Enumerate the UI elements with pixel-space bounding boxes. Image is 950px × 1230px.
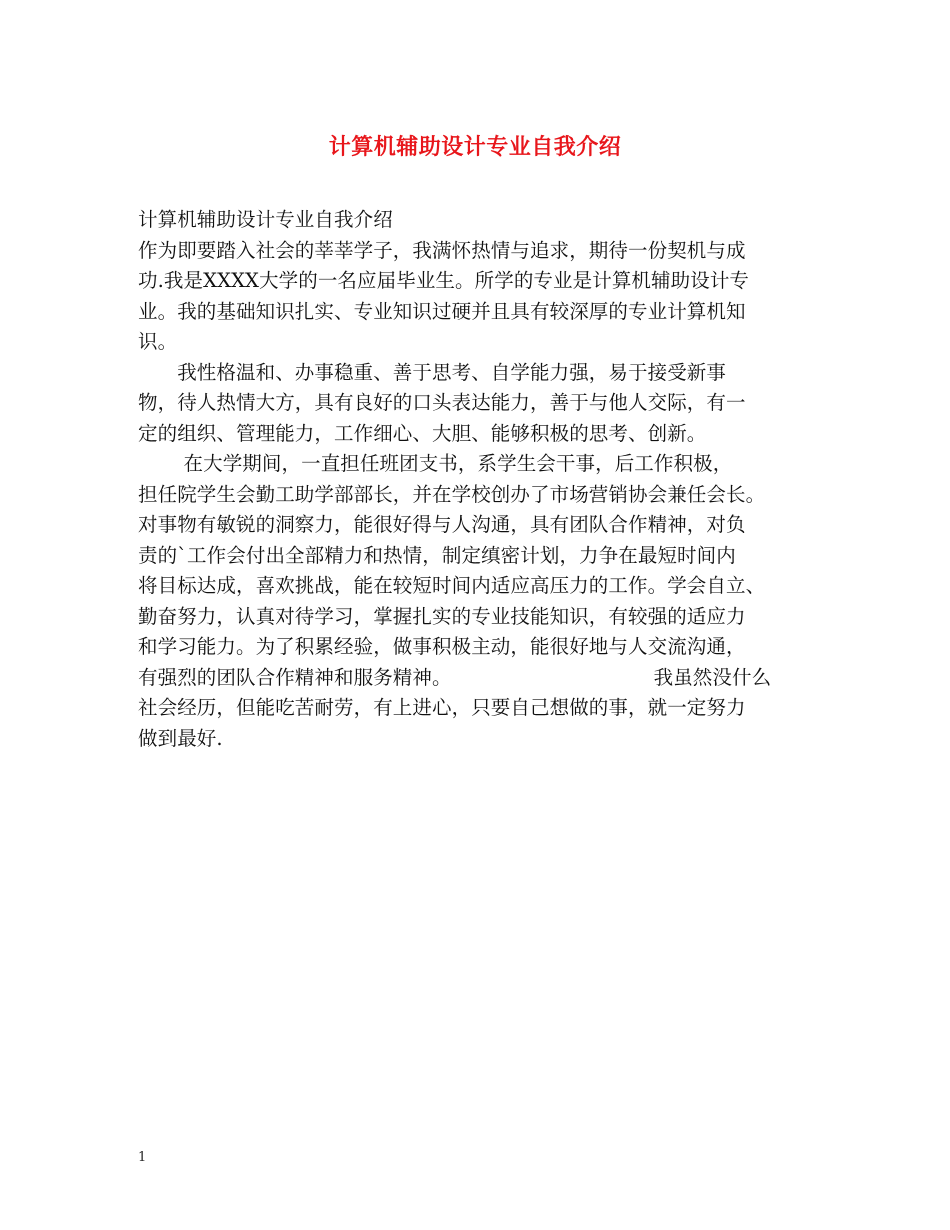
text-line: 定的组织、管理能力，工作细心、大胆、能够积极的思考、创新。 — [138, 421, 707, 445]
text-line: 勤奋努力，认真对待学习，掌握扎实的专业技能知识，有较强的适应力 — [138, 604, 746, 628]
text-line: 我性格温和、办事稳重、善于思考、自学能力强，易于接受新事 — [138, 360, 727, 384]
text-line: 在大学期间，一直担任班团支书，系学生会干事，后工作积极， — [138, 452, 733, 475]
text-line: 功.我是XXXX大学的一名应届毕业生。所学的专业是计算机辅助设计专 — [138, 269, 750, 292]
text-line-split — [138, 663, 838, 694]
page-number: 1 — [138, 1150, 147, 1165]
text-line: 对事物有敏锐的洞察力，能很好得与人沟通，具有团队合作精神，对负 — [138, 513, 746, 536]
text-line: 物，待人热情大方，具有良好的口头表达能力，善于与他人交际，有一 — [138, 391, 746, 414]
text-line: 责的`工作会付出全部精力和热情，制定缜密计划，力争在最短时间内 — [138, 543, 736, 567]
text-line: 将目标达成，喜欢挑战，能在较短时间内适应高压力的工作。学会自立、 — [138, 574, 766, 597]
text-segment-right: 我虽然没什么 — [653, 665, 772, 689]
text-line: 和学习能力。为了积累经验，做事积极主动，能很好地与人交流沟通， — [138, 635, 746, 658]
document-title: 计算机辅助设计专业自我介绍 — [328, 134, 622, 160]
text-line: 社会经历，但能吃苦耐劳，有上进心，只要自己想做的事，就一定努力 — [138, 696, 746, 719]
document-body — [138, 205, 838, 754]
text-line: 识。 — [138, 330, 178, 353]
text-line: 计算机辅助设计专业自我介绍 — [138, 208, 393, 231]
text-segment-left: 有强烈的团队合作精神和服务精神。 — [138, 665, 452, 689]
text-line: 作为即要踏入社会的莘莘学子，我满怀热情与追求，期待一份契机与成 — [138, 238, 746, 262]
text-line: 业。我的基础知识扎实、专业知识过硬并且具有较深厚的专业计算机知 — [138, 299, 746, 323]
text-line: 担任院学生会勤工助学部部长，并在学校创办了市场营销协会兼任会长。 — [138, 482, 766, 506]
text-line: 做到最好. — [138, 726, 223, 750]
